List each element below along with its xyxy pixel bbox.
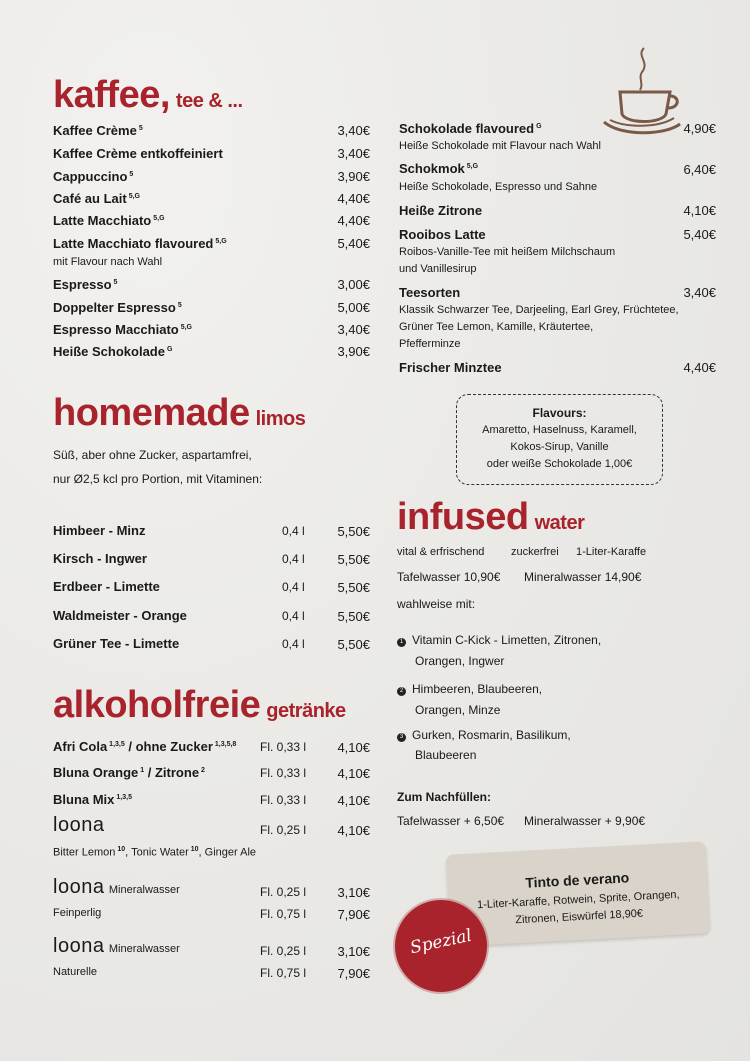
loona-sub: Naturelle <box>53 966 98 978</box>
limo-price: 5,50€ <box>337 552 370 567</box>
limo-name: Himbeer - Minz <box>53 523 146 538</box>
limo-price: 5,50€ <box>337 580 370 595</box>
softdrink-name: Afri Cola $^{1,3,5}$ / ohne Zucker $^{1,3,5,8}$ <box>53 739 237 754</box>
kaffee-title-big: kaffee, <box>53 74 170 116</box>
limo-size: 0,4 l <box>282 552 305 566</box>
flavours-line: Amaretto, Haselnuss, Karamell, <box>482 424 637 436</box>
loona-label: Mineralwasser <box>108 884 180 896</box>
infused-option-cont: Orangen, Minze <box>415 703 501 717</box>
limo-size: 0,4 l <box>282 637 305 651</box>
limo-name: Kirsch - Ingwer <box>53 551 147 566</box>
softdrink-price: 4,10€ <box>337 766 370 781</box>
infused-option: 2 Himbeeren, Blaubeeren, <box>397 682 542 696</box>
limo-size: 0,4 l <box>282 580 305 594</box>
number-1-icon: 1 <box>397 638 406 647</box>
infused-sub: zuckerfrei <box>511 546 559 558</box>
spezial-label: Spezial <box>408 925 474 959</box>
drink-item-desc: Pfefferminze <box>399 338 461 350</box>
kaffee-item-name: Cappuccino $^5$ <box>53 169 134 184</box>
loona-label: Mineralwasser <box>108 943 180 955</box>
softdrink-price: 4,10€ <box>337 793 370 808</box>
drink-item-desc: Heiße Schokolade, Espresso und Sahne <box>399 181 598 193</box>
softdrink-price: 4,10€ <box>337 823 370 838</box>
homemade-title-big: homemade <box>53 392 250 434</box>
kaffee-item-name: Latte Macchiato $^{5,G}$ <box>53 213 165 228</box>
loona-logo: loona <box>53 935 105 957</box>
flavours-title: Flavours: <box>532 406 587 420</box>
kaffee-item-price: 4,40€ <box>337 191 370 206</box>
infused-title-small: water <box>534 512 585 534</box>
kaffee-title-small: tee & ... <box>175 90 243 112</box>
drink-item-price: 6,40€ <box>683 162 716 177</box>
drink-item-price: 4,10€ <box>683 203 716 218</box>
refill-tafel: Tafelwasser + 6,50€ <box>397 814 505 828</box>
drink-item-name: Schokolade flavoured $^G$ <box>399 121 542 136</box>
softdrink-name: Bluna Mix $^{1,3,5}$ <box>53 792 132 807</box>
drink-item-price: 5,40€ <box>683 227 716 242</box>
special-line: Zitronen, Eiswürfel 18,90€ <box>515 907 644 927</box>
alkoholfrei-title <box>53 684 346 727</box>
kaffee-item-desc: mit Flavour nach Wahl <box>53 256 163 268</box>
kaffee-item-price: 3,40€ <box>337 146 370 161</box>
kaffee-item-name: Heiße Schokolade $^G$ <box>53 344 173 359</box>
homemade-title <box>53 392 305 435</box>
number-3-icon: 3 <box>397 733 406 742</box>
drink-item-name: Rooibos Latte <box>399 227 486 242</box>
number-2-icon: 2 <box>397 687 406 696</box>
drink-item-price: 3,40€ <box>683 285 716 300</box>
softdrink-size: Fl. 0,33 l <box>260 766 307 780</box>
softdrink-size: Fl. 0,75 l <box>260 907 307 921</box>
limo-name: Grüner Tee - Limette <box>53 636 180 651</box>
kaffee-item-name: Latte Macchiato flavoured $^{5,G}$ <box>53 236 227 251</box>
loona-mineral-row <box>53 935 180 958</box>
infused-title <box>397 496 584 539</box>
drink-item-name: Schokmok $^{5,G}$ <box>399 161 479 176</box>
homemade-intro: nur Ø2,5 kcl pro Portion, mit Vitaminen: <box>53 472 263 486</box>
kaffee-item-price: 5,00€ <box>337 300 370 315</box>
infused-sub: 1-Liter-Karaffe <box>576 546 647 558</box>
drink-item-desc: und Vanillesirup <box>399 263 477 275</box>
softdrink-size: Fl. 0,33 l <box>260 793 307 807</box>
infused-title-big: infused <box>397 496 529 538</box>
drink-item-price: 4,90€ <box>683 121 716 136</box>
softdrink-size: Fl. 0,25 l <box>260 823 307 837</box>
drink-item-price: 4,40€ <box>683 360 716 375</box>
softdrink-price: 3,10€ <box>337 885 370 900</box>
limo-size: 0,4 l <box>282 524 305 538</box>
limo-name: Erdbeer - Limette <box>53 579 160 594</box>
loona-sub: Feinperlig <box>53 907 102 919</box>
softdrink-price: 7,90€ <box>337 907 370 922</box>
special-line: 1-Liter-Karaffe, Rotwein, Sprite, Orangen, <box>476 888 680 912</box>
kaffee-item-name: Kaffee Crème entkoffeiniert <box>53 146 223 161</box>
spezial-badge <box>395 900 487 992</box>
homemade-title-small: limos <box>255 408 306 430</box>
limo-size: 0,4 l <box>282 609 305 623</box>
softdrink-size: Fl. 0,25 l <box>260 944 307 958</box>
refill-title: Zum Nachfüllen: <box>397 790 492 804</box>
infused-wahl: wahlweise mit: <box>397 597 476 611</box>
kaffee-item-price: 5,40€ <box>337 236 370 251</box>
infused-mineral: Mineralwasser 14,90€ <box>524 570 642 584</box>
kaffee-item-name: Espresso Macchiato $^{5,G}$ <box>53 322 193 337</box>
alkoholfrei-title-big: alkoholfreie <box>53 684 261 726</box>
limo-name: Waldmeister - Orange <box>53 608 187 623</box>
infused-option: 1 Vitamin C-Kick - Limetten, Zitronen, <box>397 633 601 647</box>
loona-logo: loona <box>53 876 105 898</box>
special-title: Tinto de verano <box>524 869 630 891</box>
softdrink-size: Fl. 0,75 l <box>260 966 307 980</box>
drink-item-desc: Roibos-Vanille-Tee mit heißem Milchschaum <box>399 246 616 258</box>
limo-price: 5,50€ <box>337 637 370 652</box>
kaffee-item-price: 3,00€ <box>337 277 370 292</box>
flavours-line: Kokos-Sirup, Vanille <box>510 441 609 453</box>
kaffee-item-price: 3,90€ <box>337 344 370 359</box>
kaffee-item-name: Doppelter Espresso $^5$ <box>53 300 182 315</box>
infused-tafel: Tafelwasser 10,90€ <box>397 570 501 584</box>
infused-option-cont: Orangen, Ingwer <box>415 654 505 668</box>
infused-sub: vital & erfrischend <box>397 546 485 558</box>
softdrink-size: Fl. 0,25 l <box>260 885 307 899</box>
limo-price: 5,50€ <box>337 609 370 624</box>
loona-mineral-row <box>53 876 180 899</box>
homemade-intro: Süß, aber ohne Zucker, aspartamfrei, <box>53 448 252 462</box>
kaffee-item-price: 3,40€ <box>337 123 370 138</box>
infused-option-cont: Blaubeeren <box>415 748 477 762</box>
alkoholfrei-title-small: getränke <box>266 700 346 722</box>
drink-item-name: Frischer Minztee <box>399 360 502 375</box>
kaffee-item-price: 4,40€ <box>337 213 370 228</box>
kaffee-title <box>53 74 243 117</box>
loona-logo: loona <box>53 814 105 836</box>
softdrink-price: 7,90€ <box>337 966 370 981</box>
limo-price: 5,50€ <box>337 524 370 539</box>
softdrink-name: Bluna Orange $^1$ / Zitrone $^2$ <box>53 765 205 780</box>
infused-option: 3 Gurken, Rosmarin, Basilikum, <box>397 728 571 742</box>
loona-desc: Bitter Lemon $^{10}$, Tonic Water $^{10}$, Ginger Ale <box>53 846 257 859</box>
kaffee-item-name: Espresso $^5$ <box>53 277 118 292</box>
kaffee-item-price: 3,90€ <box>337 169 370 184</box>
drink-item-name: Teesorten <box>399 285 461 300</box>
flavours-line: oder weiße Schokolade 1,00€ <box>486 458 633 470</box>
softdrink-size: Fl. 0,33 l <box>260 740 307 754</box>
drink-item-desc: Grüner Tee Lemon, Kamille, Kräutertee, <box>399 321 594 333</box>
kaffee-item-price: 3,40€ <box>337 322 370 337</box>
softdrink-price: 4,10€ <box>337 740 370 755</box>
kaffee-item-name: Café au Lait $^{5,G}$ <box>53 191 140 206</box>
drink-item-desc: Heiße Schokolade mit Flavour nach Wahl <box>399 140 601 152</box>
drink-item-name: Heiße Zitrone <box>399 203 483 218</box>
softdrink-price: 3,10€ <box>337 944 370 959</box>
kaffee-item-name: Kaffee Crème $^5$ <box>53 123 143 138</box>
drink-item-desc: Klassik Schwarzer Tee, Darjeeling, Earl Grey, Früchtetee, <box>399 304 679 316</box>
refill-mineral: Mineralwasser + 9,90€ <box>524 814 646 828</box>
